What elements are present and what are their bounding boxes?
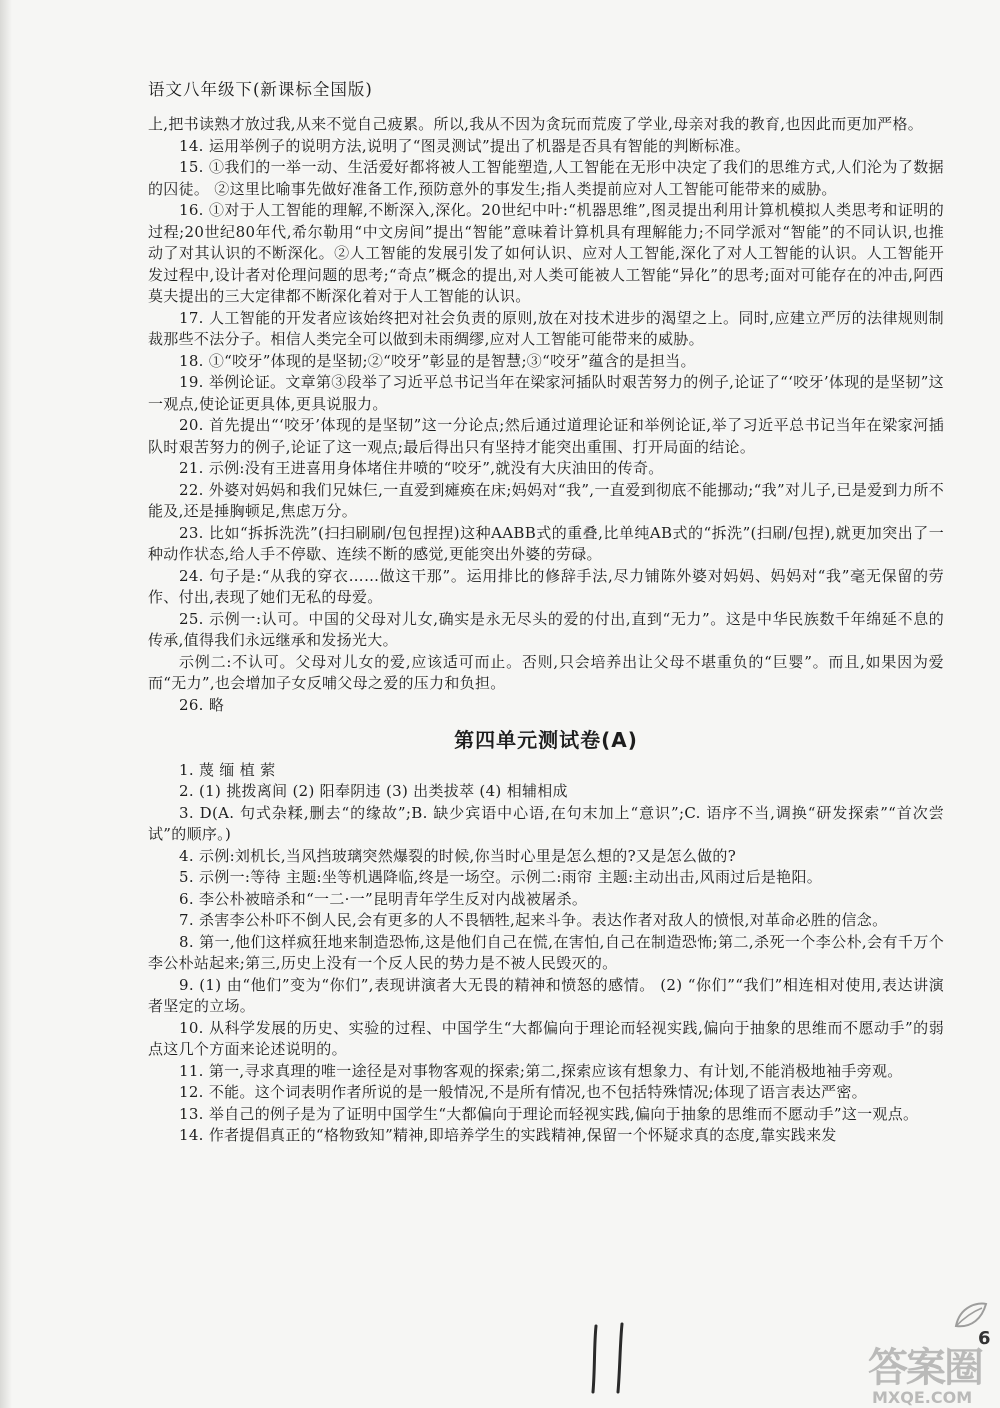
answer-item: 26. 略 xyxy=(179,695,225,714)
answer-item: 6. 李公朴被暗杀和“一二·一”昆明青年学生反对内战被屠杀。 xyxy=(179,889,588,908)
answer-item: 8. 第一,他们这样疯狂地来制造恐怖,这是他们自己在慌,在害怕,自己在制造恐怖;第二,杀死一个李公朴,会有千万个李公朴站起来;第三,历史上没有一个反人民的势力是不被人民毁灭的。 xyxy=(148,932,944,972)
answer-item: 18. ①“咬牙”体现的是坚韧;②“咬牙”彰显的是智慧;③“咬牙”蕴含的是担当。 xyxy=(179,351,696,370)
section-title: 第四单元测试卷(A) xyxy=(454,728,638,752)
watermark-cn: 答案圈 xyxy=(868,1345,982,1391)
answer-item: 示例二:不认可。父母对儿女的爱,应该适可而止。否则,只会培养出让父母不堪重负的“巨婴”。而且,如果因为爱而“无力”,也会增加子女反哺父母之爱的压力和负担。 xyxy=(148,652,944,692)
watermark-en: MXQE.COM xyxy=(872,1388,973,1407)
answer-item: 2. (1) 挑拨离间 (2) 阳奉阴违 (3) 出类拔萃 (4) 相辅相成 xyxy=(179,782,568,800)
answer-item: 23. 比如“拆拆洗洗”(扫扫刷刷/包包捏捏)这种AABB式的重叠,比单纯AB式的“拆洗”(扫刷/包捏),就更加突出了一种动作状态,给人手不停歇、连续不断的感觉,更能突出外婆的劳碌。 xyxy=(148,523,944,563)
answer-item: 22. 外婆对妈妈和我们兄妹仨,一直爱到瘫痪在床;妈妈对“我”,一直爱到彻底不能挪动;“我”对儿子,已是爱到力所不能及,还是捶胸顿足,焦虑万分。 xyxy=(148,480,944,520)
answer-item: 11. 第一,寻求真理的唯一途径是对事物客观的探索;第二,探索应该有想象力、有计划,不能消极地袖手旁观。 xyxy=(179,1061,903,1080)
answer-item: 1. 蔑 缅 植 萦 xyxy=(179,760,276,779)
answer-item: 24. 句子是:“从我的穿衣……做这干那”。运用排比的修辞手法,尽力铺陈外婆对妈妈、妈妈对“我”毫无保留的劳作、付出,表现了她们无私的母爱。 xyxy=(148,566,944,606)
continued-paragraph: 上,把书读熟才放过我,从来不觉自己疲累。所以,我从不因为贪玩而荒废了学业,母亲对我的教育,也因此而更加严格。 xyxy=(148,115,924,133)
answer-item: 9. (1) 由“他们”变为“你们”,表现讲演者大无畏的精神和愤怒的感情。 (2) “你们”“我们”相连相对使用,表达讲演者坚定的立场。 xyxy=(148,975,944,1015)
answer-item: 25. 示例一:认可。中国的父母对儿女,确实是永无尽头的爱的付出,直到“无力”。这是中华民族数千年绵延不息的传承,值得我们永远继承和发扬光大。 xyxy=(148,609,944,649)
page-number: 6 xyxy=(978,1328,991,1349)
answer-item: 15. ①我们的一举一动、生活爱好都将被人工智能塑造,人工智能在无形中决定了我们的思维方式,人们沦为了数据的囚徒。 ②这里比喻事先做好准备工作,预防意外的事发生;指人类提前应对人工智能可能带来的威胁。 xyxy=(148,158,944,198)
answer-item: 4. 示例:刘机长,当风挡玻璃突然爆裂的时候,你当时心里是怎么想的?又是怎么做的? xyxy=(179,846,737,865)
answer-item: 16. ①对于人工智能的理解,不断深入,深化。20世纪中叶:“机器思维”,图灵提出利用计算机模拟人类思考和证明的过程;20世纪80年代,希尔勒用“中文房间”提出“智能”意味着计算机具有理解能力;不同学派对“智能”的不同认识,也推动了对其认识的不断深化。②人工智能的发展引发了如何认识、应对人工智能,深化了对人工智能的认识。人工智能开发过程中,设计者对伦理问题的思考;“奇点”概念的提出,对人类可能被人工智能“异化”的思考;面对可能存在的冲击,阿西莫夫提出的三大定律都不断深化着对于人工智能的认识。 xyxy=(148,201,944,305)
answer-item: 14. 运用举例子的说明方法,说明了“图灵测试”提出了机器是否具有智能的判断标准。 xyxy=(179,136,751,155)
answer-item: 10. 从科学发展的历史、实验的过程、中国学生“大都偏向于理论而轻视实践,偏向于抽象的思维而不愿动手”的弱点这几个方面来论述说明的。 xyxy=(148,1018,944,1058)
handwritten-mark xyxy=(582,1318,642,1398)
answer-item: 5. 示例一:等待 主题:坐等机遇降临,终是一场空。示例二:雨帘 主题:主动出击,风雨过后是艳阳。 xyxy=(179,868,823,886)
answer-item: 7. 杀害李公朴吓不倒人民,会有更多的人不畏牺牲,起来斗争。表达作者对敌人的愤恨,对革命必胜的信念。 xyxy=(179,911,888,929)
answer-item: 21. 示例:没有王进喜用身体堵住井喷的“咬牙”,就没有大庆油田的传奇。 xyxy=(179,459,664,477)
answer-item: 20. 首先提出“‘咬牙’体现的是坚韧”这一分论点;然后通过道理论证和举例论证,举了习近平总书记当年在梁家河插队时艰苦努力的例子,论证了这一观点;最后得出只有坚持才能突出重围、打开局面的结论。 xyxy=(148,416,944,456)
answer-item: 19. 举例论证。文章第③段举了习近平总书记当年在梁家河插队时艰苦努力的例子,论证了“‘咬牙’体现的是坚韧”这一观点,使论证更具体,更具说服力。 xyxy=(148,373,944,413)
answer-item: 14. 作者提倡真正的“格物致知”精神,即培养学生的实践精神,保留一个怀疑求真的态度,靠实践来发 xyxy=(179,1126,837,1144)
answer-content xyxy=(148,114,944,1147)
answer-item: 13. 举自己的例子是为了证明中国学生“大都偏向于理论而轻视实践,偏向于抽象的思维而不愿动手”这一观点。 xyxy=(179,1104,919,1123)
answer-item: 12. 不能。这个词表明作者所说的是一般情况,不是所有情况,也不包括特殊情况;体现了语言表达严密。 xyxy=(179,1083,867,1101)
answer-item: 17. 人工智能的开发者应该始终把对社会负责的原则,放在对技术进步的渴望之上。同时,应建立严厉的法律规则制裁那些不法分子。相信人类完全可以做到未雨绸缪,应对人工智能可能带来的威胁。 xyxy=(148,308,944,348)
watermark-logo xyxy=(866,1296,1000,1408)
answer-item: 3. D(A. 句式杂糅,删去“的缘故”;B. 缺少宾语中心语,在句末加上“意识”;C. 语序不当,调换“研发探索”“首次尝试”的顺序。) xyxy=(148,803,944,843)
binding-shadow xyxy=(0,0,12,1408)
page-header: 语文八年级下(新课标全国版) xyxy=(148,80,373,99)
